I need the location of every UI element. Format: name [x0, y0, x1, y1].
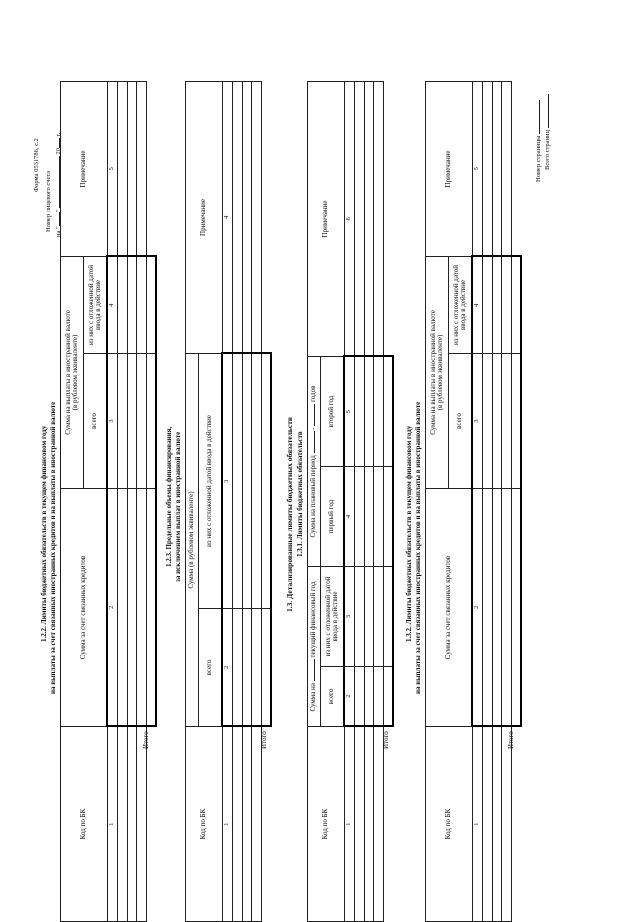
- s131-itogo: Итого: [382, 731, 390, 749]
- s122-title-line2: на выплаты за счет связанных иностранных кредитов и на выплаты в иностранной валюте: [49, 401, 57, 694]
- form-reference: Форма 0531786, с.2: [33, 138, 40, 192]
- s123-num-3: 3: [222, 354, 233, 609]
- s132-num-1: 1: [472, 727, 483, 922]
- s131-num-6: 6: [344, 81, 355, 356]
- s122-itogo: Итого: [142, 731, 150, 749]
- s132-num-3: 3: [472, 354, 483, 489]
- s132-itogo: Итого: [507, 731, 515, 749]
- s123-itogo: Итого: [260, 731, 268, 749]
- s131-head-vsego: всего: [321, 667, 345, 727]
- s131-num-4: 4: [344, 467, 355, 567]
- s132-num-5: 5: [472, 81, 483, 256]
- s122-head-vsego: всего: [84, 354, 108, 489]
- s132-head-vsego: всего: [449, 354, 473, 489]
- account-number-label: Номер лицевого счета: [45, 170, 52, 232]
- s122-num-5: 5: [107, 81, 118, 256]
- s122-num-2: 2: [107, 489, 118, 727]
- s122-table: [60, 81, 157, 922]
- pages-total-label: Всего страниц: [544, 94, 551, 170]
- s131-head-kod: Код по БК: [308, 727, 345, 922]
- s131-table: [307, 81, 394, 922]
- page-number-label: Номер страницы: [535, 100, 542, 182]
- s13-title: 1.3. Детализированные лимиты бюджетных обязательств: [285, 417, 294, 612]
- s123-num-1: 1: [222, 727, 233, 922]
- s132-title-line1: 1.3.2. Лимиты бюджетных обязательств в текущем финансовом году: [405, 425, 413, 642]
- s123-head-kod: Код по БК: [186, 727, 223, 922]
- s132-head-credit: Сумма за счет связанных кредитов: [426, 489, 473, 727]
- s131-num-3: 3: [344, 567, 355, 667]
- s122-num-1: 1: [107, 727, 118, 922]
- s122-num-3: 3: [107, 354, 118, 489]
- s132-num-4: 4: [472, 256, 483, 353]
- s131-num-1: 1: [344, 727, 355, 922]
- s123-head-sum: Сумма (в рублевом эквиваленте): [186, 354, 199, 727]
- s131-head-first: первый год: [321, 467, 345, 567]
- s131-subtitle: 1.3.1. Лимиты бюджетных обязательств: [296, 431, 304, 557]
- s132-head-prim: Примечание: [426, 81, 473, 256]
- s123-num-2: 2: [222, 609, 233, 727]
- account-date-line: на "" 20 г.: [55, 132, 62, 237]
- s123-head-vsego: всего: [199, 609, 223, 727]
- s122-title-line1: 1.2.2. Лимиты бюджетных обязательств в текущем финансовом году: [40, 425, 48, 642]
- s132-head-kod: Код по БК: [426, 727, 473, 922]
- s131-num-2: 2: [344, 667, 355, 727]
- s131-head-plan: Сумма на плановый период - годов: [308, 356, 321, 566]
- s122-head-credit: Сумма за счет связанных кредитов: [61, 489, 108, 727]
- s132-head-iznih: из них с отложенной датой ввода в действие: [449, 256, 473, 353]
- s123-table: [185, 81, 272, 922]
- s132-head-foreign: Сумма на выплаты в иностранной валюте (в рублевом эквиваленте): [426, 256, 449, 488]
- s123-head-prim: Примечание: [186, 82, 223, 354]
- s131-head-tek: Сумма на текущий финансовый год: [308, 567, 321, 727]
- s123-num-4: 4: [222, 82, 233, 354]
- rotated-form-page: [35, 82, 605, 922]
- s122-head-kod: Код по БК: [61, 727, 108, 922]
- s123-head-iznih: из них с отложенной датой ввода в действие: [199, 354, 223, 609]
- s122-num-4: 4: [107, 256, 118, 353]
- s131-head-second: второй год: [321, 356, 345, 466]
- s132-table: [425, 81, 522, 922]
- s123-title-line1: 1.2.3. Предельные объемы финансирования,: [165, 426, 173, 567]
- s131-head-prim: Примечание: [308, 81, 345, 356]
- s131-head-iznih: из них с отложенной датой ввода в действие: [321, 567, 345, 667]
- s131-num-5: 5: [344, 356, 355, 466]
- s132-num-2: 2: [472, 489, 483, 727]
- s122-head-prim: Примечание: [61, 81, 108, 256]
- s132-title-line2: на выплаты за счет связанных иностранных кредитов и на выплаты в иностранной валюте: [414, 401, 422, 694]
- s122-head-iznih: из них с отложенной датой ввода в действие: [84, 256, 108, 353]
- s122-head-foreign: Сумма на выплаты в иностранной валюте (в рублевом эквиваленте): [61, 256, 84, 488]
- s123-title-line2: за исключением выплат в иностранной валюте: [174, 431, 182, 582]
